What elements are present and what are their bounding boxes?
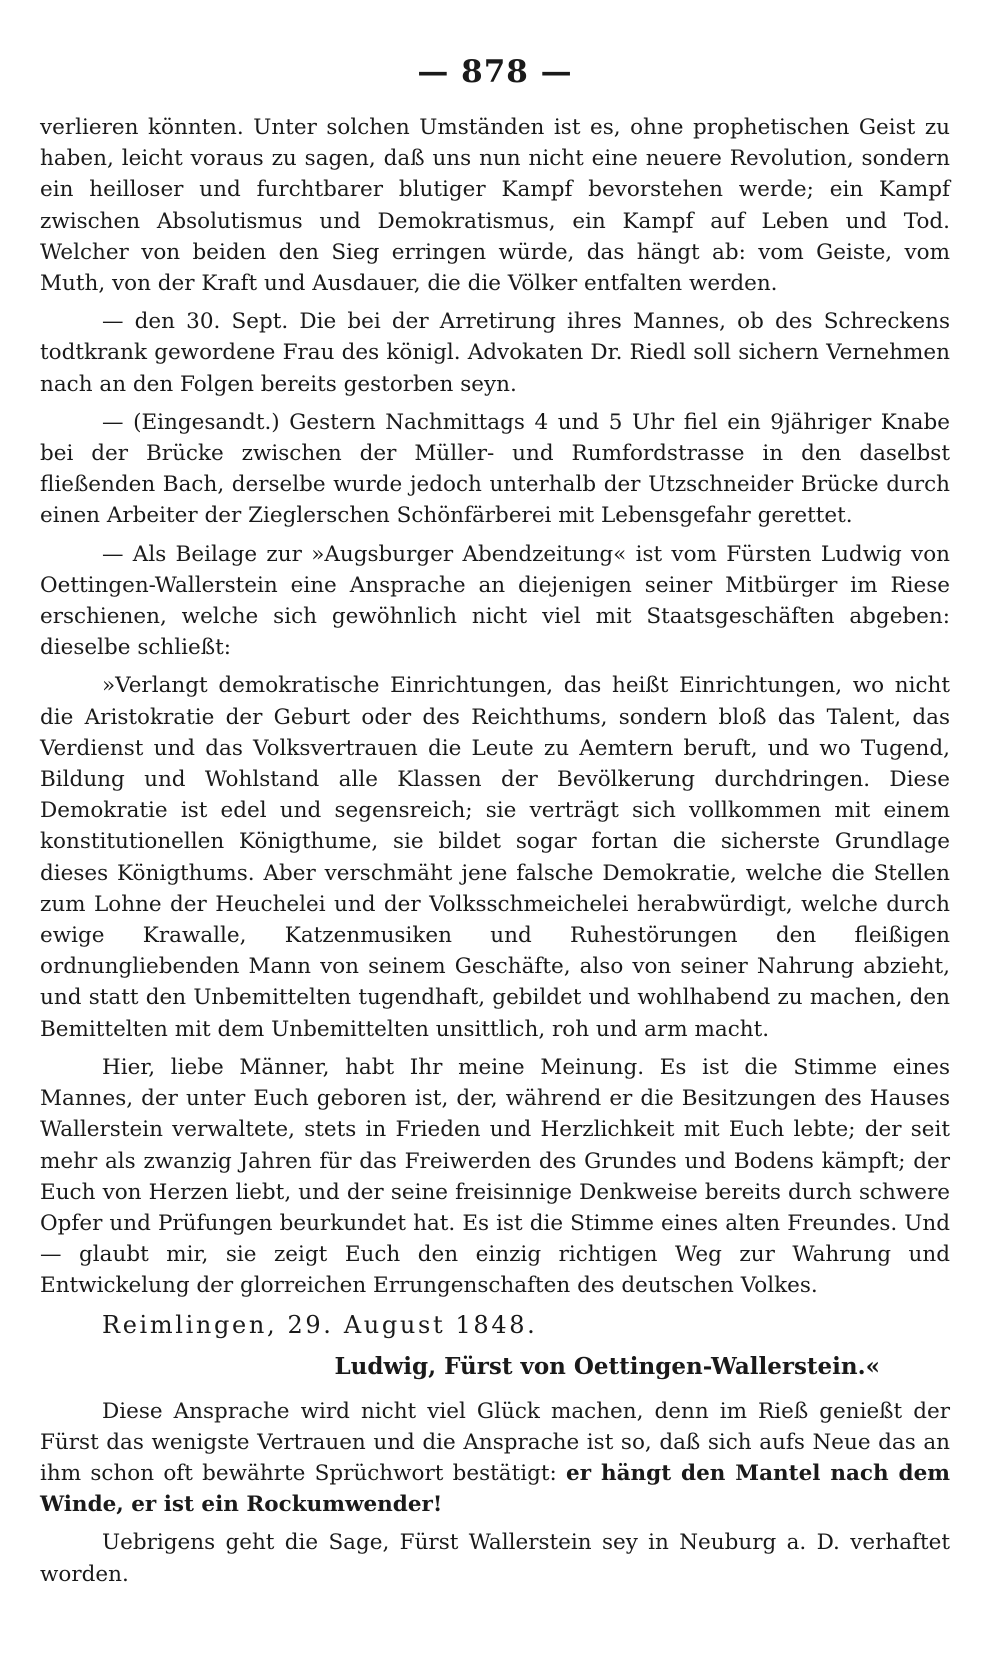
paragraph-address-conclusion: Hier, liebe Männer, habt Ihr meine Meinung. Es ist die Stimme eines Mannes, der unter Euch geboren ist, der, während er die Besitzungen des Hauses Wallerstein verwaltete, stets in Frieden und Herzlichkeit mit Euch lebte; der seit mehr als zwanzig Jahren für das Freiwerden des Grundes und Bodens kämpft; der Euch von Herzen liebt, und der seine freisinnige Denkweise bereits durch schwere Opfer und Prüfungen beurkundet hat. Es ist die Stimme eines alten Freundes. Und — glaubt mir, sie zeigt Euch den einzig richtigen Weg zur Wahrung und Entwickelung der glorreichen Errungenschaften des deutschen Volkes. [40,1054,950,1299]
paragraph-quoted-address: »Verlangt demokratische Einrichtungen, das heißt Einrichtungen, wo nicht die Aristokratie der Geburt oder des Reichthums, sondern bloß das Talent, das Verdienst und das Volksvertrauen die Leute zu Aemtern beruft, und wo Tugend, Bildung und Wohlstand alle Klassen der Bevölkerung durchdringen. Diese Demokratie ist edel und segensreich; sie verträgt sich vollkommen mit einem konstitutionellen Königthume, sie bildet sogar fortan die sicherste Grundlage dieses Königthums. Aber verschmäht jene falsche Demokratie, welche die Stellen zum Lohne der Heuchelei und der Volksschmeichelei herabwürdigt, welche durch ewige Krawalle, Katzenmusiken und Ruhestörungen den fleißigen ordnungliebenden Mann von seinem Geschäfte, also von seiner Nahrung abzieht, und statt den Unbemittelten tugendhaft, gebildet und wohlhabend zu machen, den Bemittelten mit dem Unbemittelten unsittlich, roh und arm macht. [40,673,950,1042]
paragraph-eingesandt: — (Eingesandt.) Gestern Nachmittags 4 und 5 Uhr fiel ein 9jähriger Knabe bei der Brücke zwischen der Müller- und Rumfordstrasse in den daselbst fließenden Bach, derselbe wurde jedoch unterhalb der Utzschneider Brücke durch einen Arbeiter der Zieglerschen Schönfärberei mit Lebensgefahr gerettet. [40,409,950,529]
paragraph-beilage-intro: — Als Beilage zur »Augsburger Abendzeitung« ist vom Fürsten Ludwig von Oettingen-Wallerstein eine Ansprache an diejenigen seiner Mitbürger im Riese erschienen, welche sich gewöhnlich nicht viel mit Staatsgeschäften abgeben: dieselbe schließt: [40,541,950,661]
commentary-text: Diese Ansprache wird nicht viel Glück machen, denn im Rieß genießt der Fürst das wenigste Vertrauen und die Ansprache ist so, daß sich aufs Neue das an ihm schon oft bewährte Sprüchwort bestätigt: [40,1398,950,1486]
paragraph-rumor: Uebrigens geht die Sage, Fürst Wallerstein sey in Neuburg a. D. verhaftet worden. [40,1530,950,1587]
paragraph-revolution-outlook: verlieren könnten. Unter solchen Umständen ist es, ohne prophetischen Geist zu haben, leicht voraus zu sagen, daß uns nun nicht eine neuere Revolution, sondern ein heilloser und furchtbarer blutiger Kampf bevorstehen werde; ein Kampf zwischen Absolutismus und Demokratismus, ein Kampf auf Leben und Tod. Welcher von beiden den Sieg erringen würde, das hängt ab: vom Geiste, vom Muth, von der Kraft und Ausdauer, die die Völker entfalten werden. [40,115,950,297]
commentary-emphasis: er hängt den Mantel nach dem Winde, er ist ein Rockumwender! [40,1460,950,1518]
place-date-line: Reimlingen, 29. August 1848. [102,1310,538,1339]
paragraph-commentary [40,1396,950,1521]
paragraph-riedl-news: — den 30. Sept. Die bei der Arretirung ihres Mannes, ob des Schreckens todtkrank gewordene Frau des königl. Advokaten Dr. Riedl soll sichern Vernehmen nach an den Folgen bereits gestorben seyn. [40,309,950,397]
signature-line: Ludwig, Fürst von Oettingen-Wallerstein.« [334,1352,880,1380]
page-number: — 878 — [417,54,573,90]
